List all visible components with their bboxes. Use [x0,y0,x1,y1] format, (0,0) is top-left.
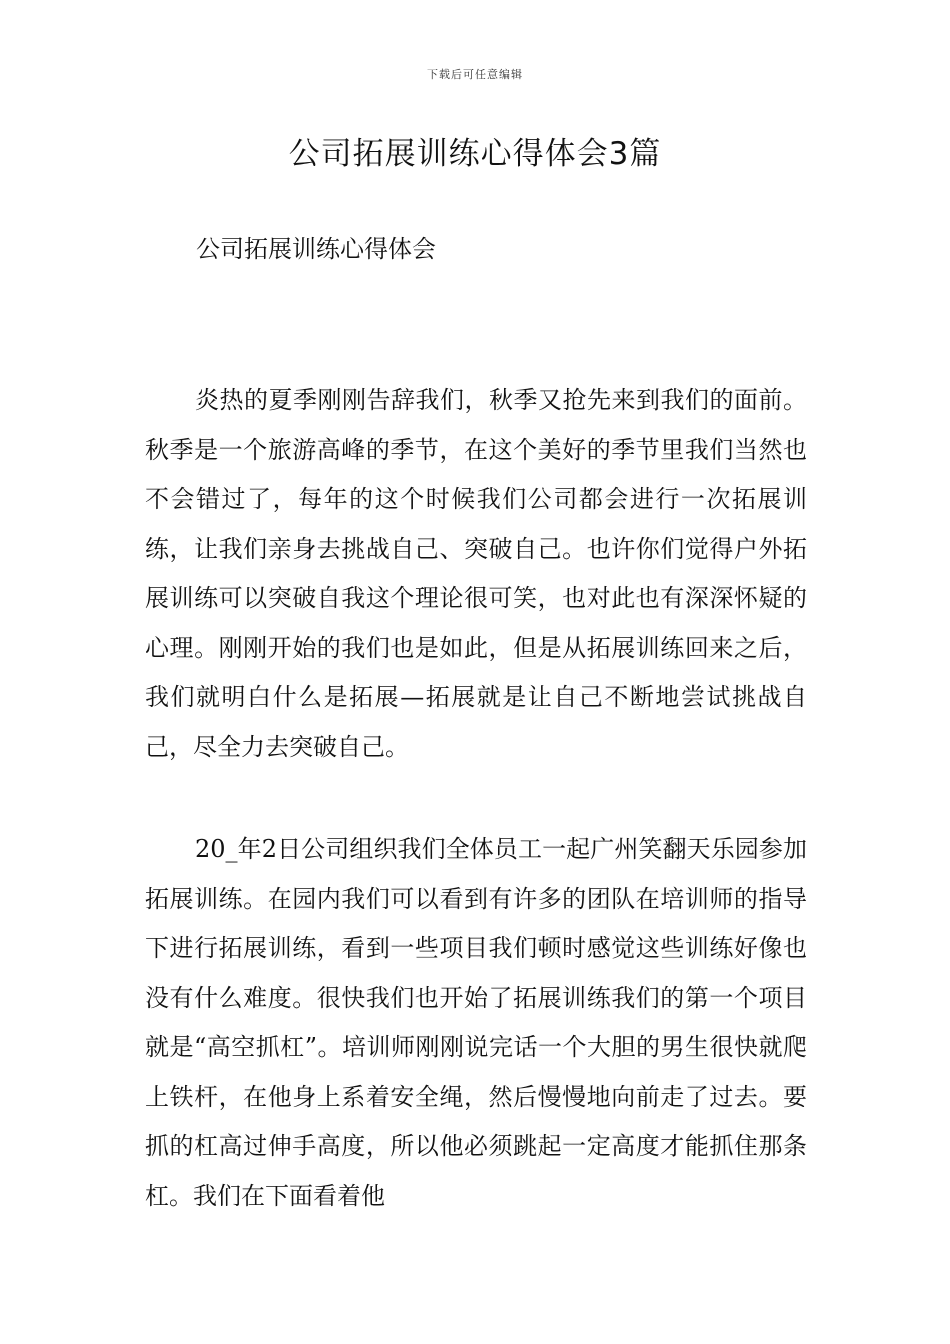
header-note: 下载后可任意编辑 [427,68,523,81]
document-subtitle: 公司拓展训练心得体会 [196,235,436,263]
document-title: 公司拓展训练心得体会3篇 [288,136,662,172]
body-paragraph-2: 20_年2日公司组织我们全体员工一起广州笑翻天乐园参加拓展训练。在园内我们可以看到有许多的团队在培训师的指导下进行拓展训练，看到一些项目我们顿时感觉这些训练好像也没有什么难度。很快我们也开始了拓展训练我们的第一个项目就是“高空抓杠”。培训师刚刚说完话一个大胆的男生很快就爬上铁杆，在他身上系着安全绳，然后慢慢地向前走了过去。要抓的杠高过伸手高度，所以他必须跳起一定高度才能抓住那条杠。我们在下面看着他 [145,835,807,1210]
body-paragraph-1: 炎热的夏季刚刚告辞我们，秋季又抢先来到我们的面前。秋季是一个旅游高峰的季节，在这个美好的季节里我们当然也不会错过了，每年的这个时候我们公司都会进行一次拓展训练，让我们亲身去挑战自己、突破自己。也许你们觉得户外拓展训练可以突破自我这个理论很可笑，也对此也有深深怀疑的心理。刚刚开始的我们也是如此，但是从拓展训练回来之后，我们就明白什么是拓展—拓展就是让自己不断地尝试挑战自己，尽全力去突破自己。 [145,386,807,761]
